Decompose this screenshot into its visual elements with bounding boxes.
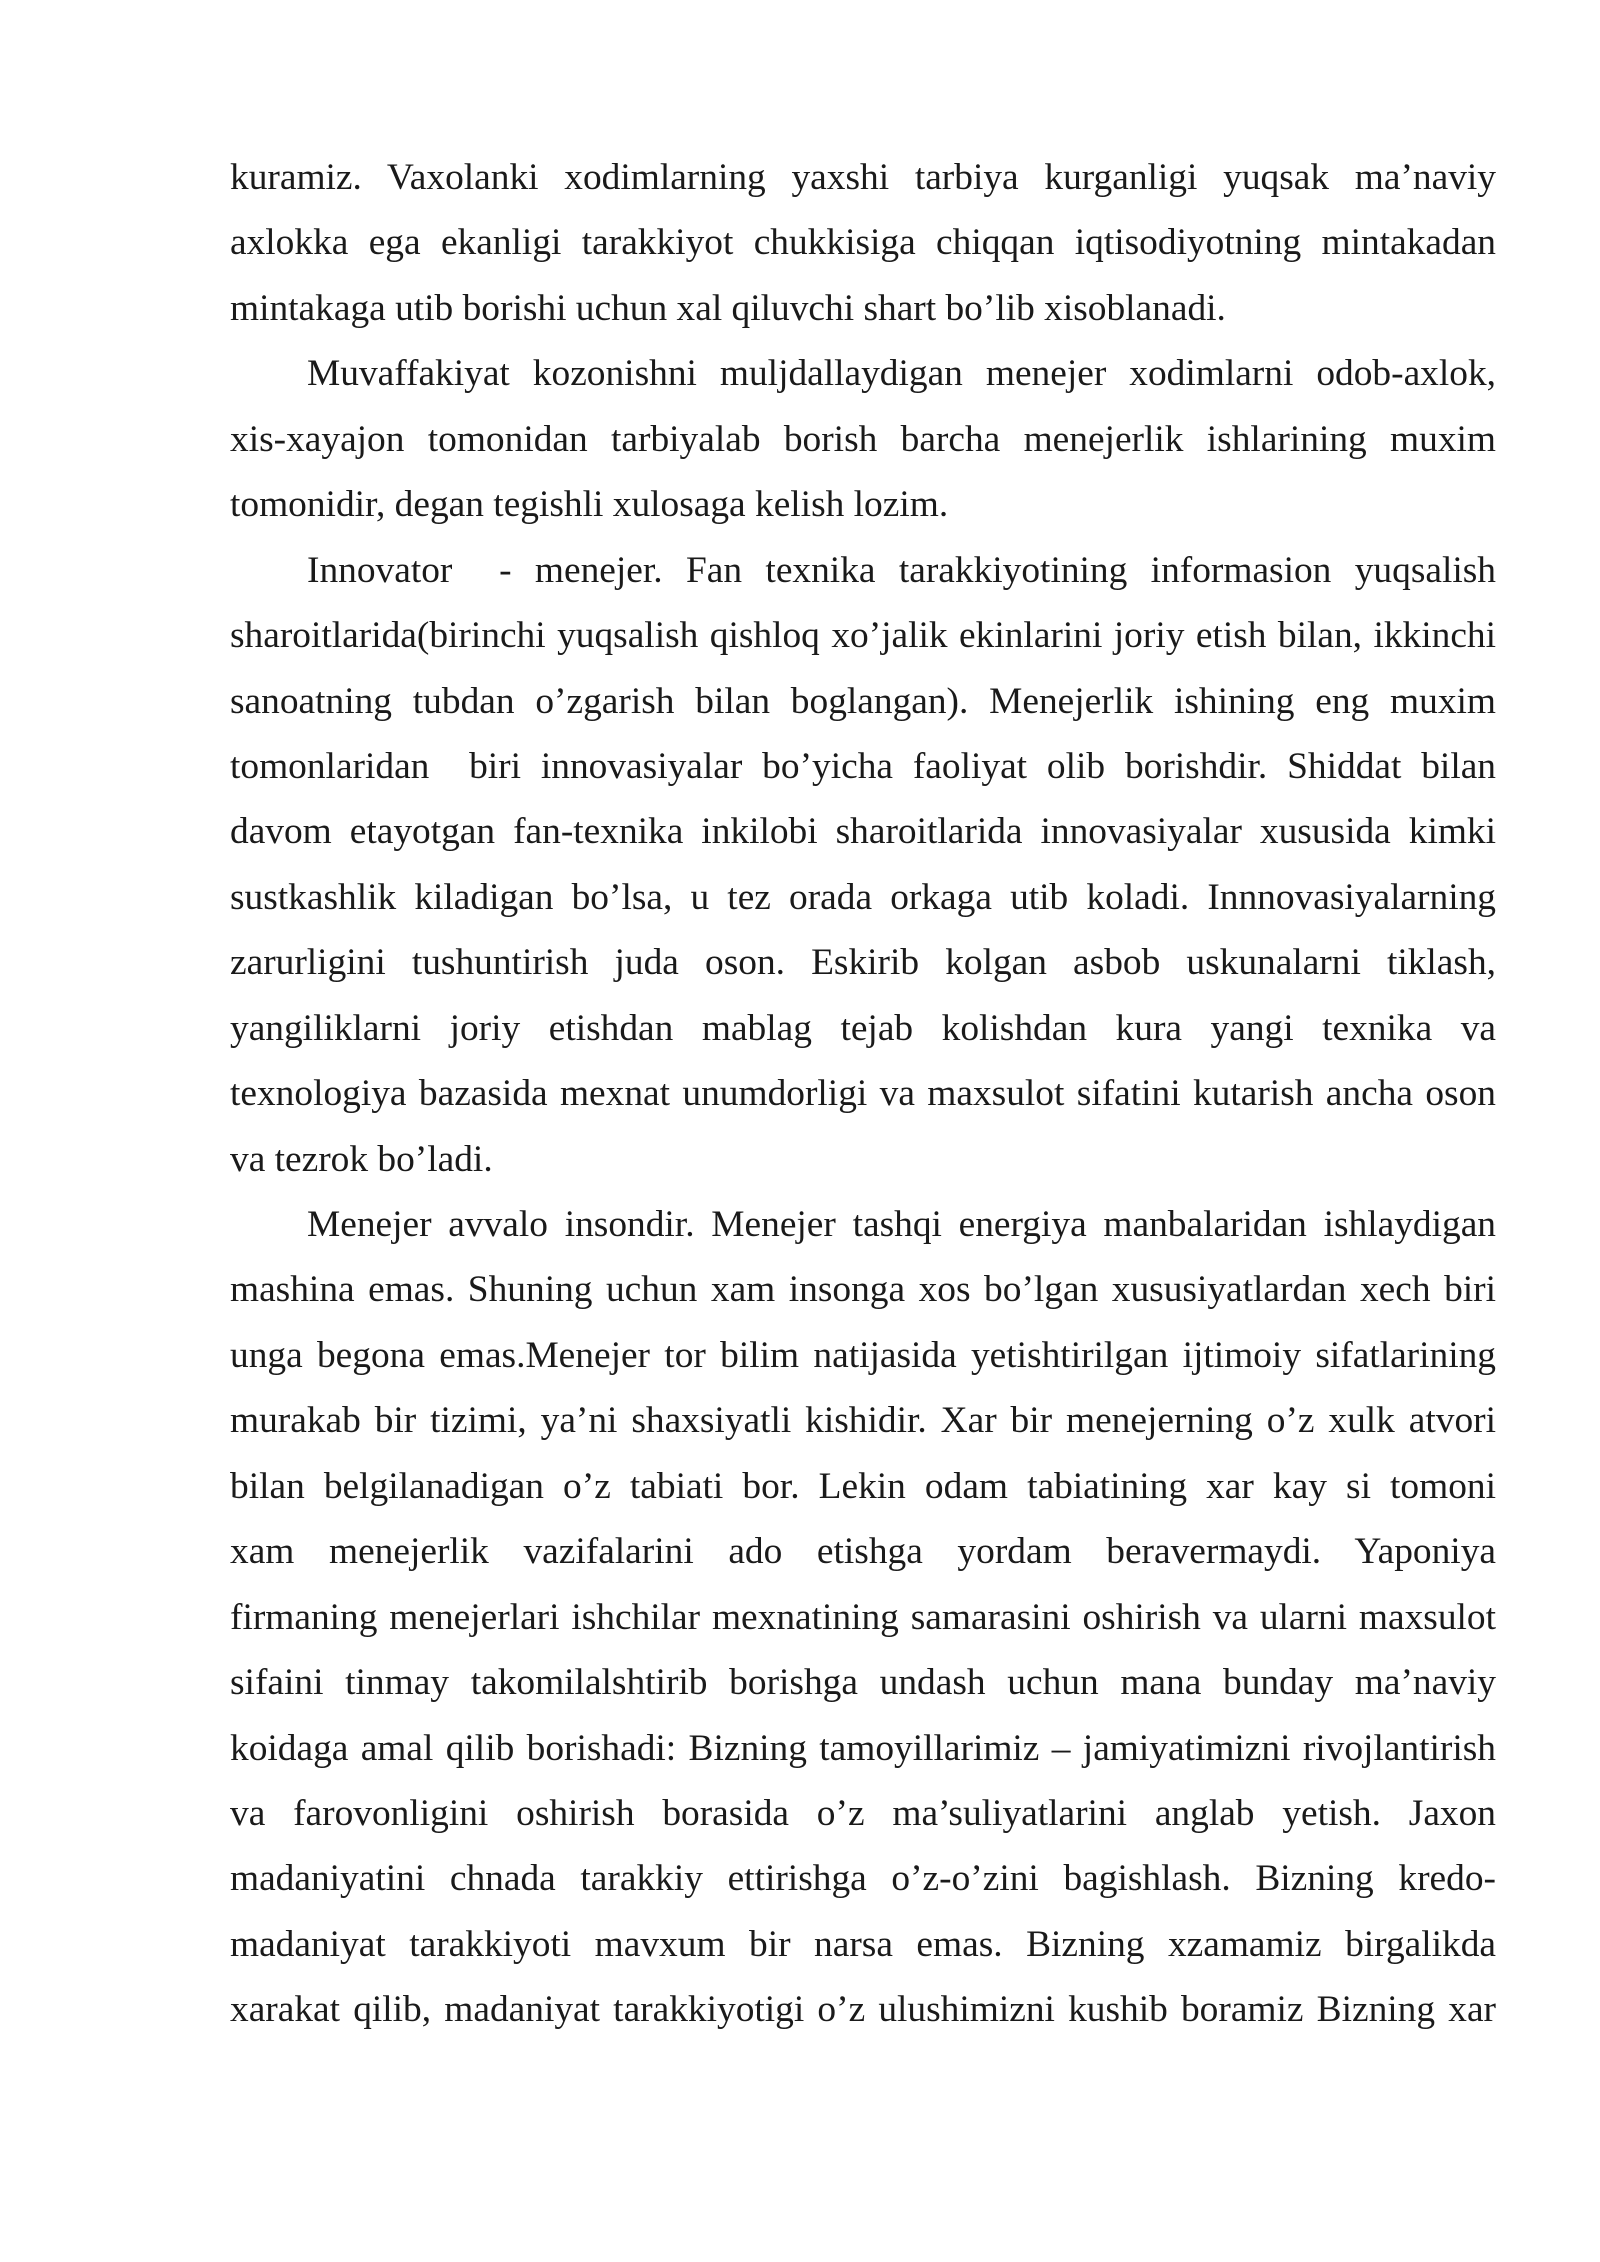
text-line: va farovonligini oshirish borasida o’z ma’suliyatlarini anglab yetish. Jaxon [230, 1792, 1496, 1834]
text-line: texnologiya bazasida mexnat unumdorligi va maxsulot sifatini kutarish ancha oson [230, 1073, 1496, 1115]
text-line: tomonlaridan biri innovasiyalar bo’yicha faoliyat olib borishdir. Shiddat bilan [230, 745, 1496, 787]
text-line: firmaning menejerlari ishchilar mexnatining samarasini oshirish va ularni maxsulot [230, 1596, 1496, 1638]
text-line: murakab bir tizimi, ya’ni shaxsiyatli kishidir. Xar bir menejerning o’z xulk atvori [230, 1400, 1496, 1442]
text-line: sharoitlarida(birinchi yuqsalish qishloq xo’jalik ekinlarini joriy etish bilan, ikkinchi [230, 615, 1496, 657]
text-line: madaniyat tarakkiyoti mavxum bir narsa emas. Bizning xzamamiz birgalikda [230, 1923, 1496, 1965]
text-line: Innovator - menejer. Fan texnika tarakkiyotining informasion yuqsalish [307, 549, 1496, 591]
paragraph-3 [230, 538, 1496, 1192]
text-line: xarakat qilib, madaniyat tarakkiyotigi o’z ulushimizni kushib boramiz Bizning xar [230, 1989, 1496, 2031]
text-line: madaniyatini chnada tarakkiy ettirishga o’z-o’zini bagishlash. Bizning kredo- [230, 1858, 1496, 1900]
text-line: bilan belgilanadigan o’z tabiati bor. Lekin odam tabiatining xar kay si tomoni [230, 1465, 1496, 1507]
text-line: koidaga amal qilib borishadi: Bizning tamoyillarimiz – jamiyatimizni rivojlantirish [230, 1727, 1496, 1769]
text-line: xam menejerlik vazifalarini ado etishga yordam beravermaydi. Yaponiya [230, 1531, 1496, 1573]
text-line: Menejer avvalo insondir. Menejer tashqi energiya manbalaridan ishlaydigan [307, 1204, 1496, 1245]
text-line: yangiliklarni joriy etishdan mablag tejab kolishdan kura yangi texnika va [230, 1007, 1496, 1049]
paragraph-2 [230, 341, 1496, 537]
text-line: Muvaffakiyat kozonishni muljdallaydigan menejer xodimlarni odob-axlok, [307, 353, 1496, 395]
text-line: tomonidir, degan tegishli xulosaga kelish lozim. [230, 484, 949, 526]
text-line: davom etayotgan fan-texnika inkilobi sharoitlarida innovasiyalar xususida kimki [230, 811, 1496, 853]
text-line: sanoatning tubdan o’zgarish bilan boglangan). Menejerlik ishining eng muxim [230, 680, 1496, 722]
text-line: kuramiz. Vaxolanki xodimlarning yaxshi tarbiya kurganligi yuqsak ma’naviy [230, 157, 1496, 198]
text-line: unga begona emas.Menejer tor bilim natijasida yetishtirilgan ijtimoiy sifatlarining [230, 1334, 1496, 1376]
text-line: mintakaga utib borishi uchun xal qiluvchi shart bo’lib xisoblanadi. [230, 287, 1226, 329]
paragraph-1 [230, 145, 1496, 341]
text-line: zarurligini tushuntirish juda oson. Eskirib kolgan asbob uskunalarni tiklash, [230, 942, 1496, 984]
paragraph-4 [230, 1192, 1496, 2043]
text-line: mashina emas. Shuning uchun xam insonga xos bo’lgan xususiyatlardan xech biri [230, 1269, 1496, 1311]
text-line: sustkashlik kiladigan bo’lsa, u tez orada orkaga utib koladi. Innnovasiyalarning [230, 876, 1496, 918]
text-line: axlokka ega ekanligi tarakkiyot chukkisiga chiqqan iqtisodiyotning mintakadan [230, 222, 1496, 264]
document-body [230, 145, 1496, 2043]
text-line: xis-xayajon tomonidan tarbiyalab borish barcha menejerlik ishlarining muxim [230, 418, 1496, 460]
text-line: va tezrok bo’ladi. [230, 1138, 493, 1180]
text-line: sifaini tinmay takomilalshtirib borishga undash uchun mana bunday ma’naviy [230, 1662, 1496, 1704]
